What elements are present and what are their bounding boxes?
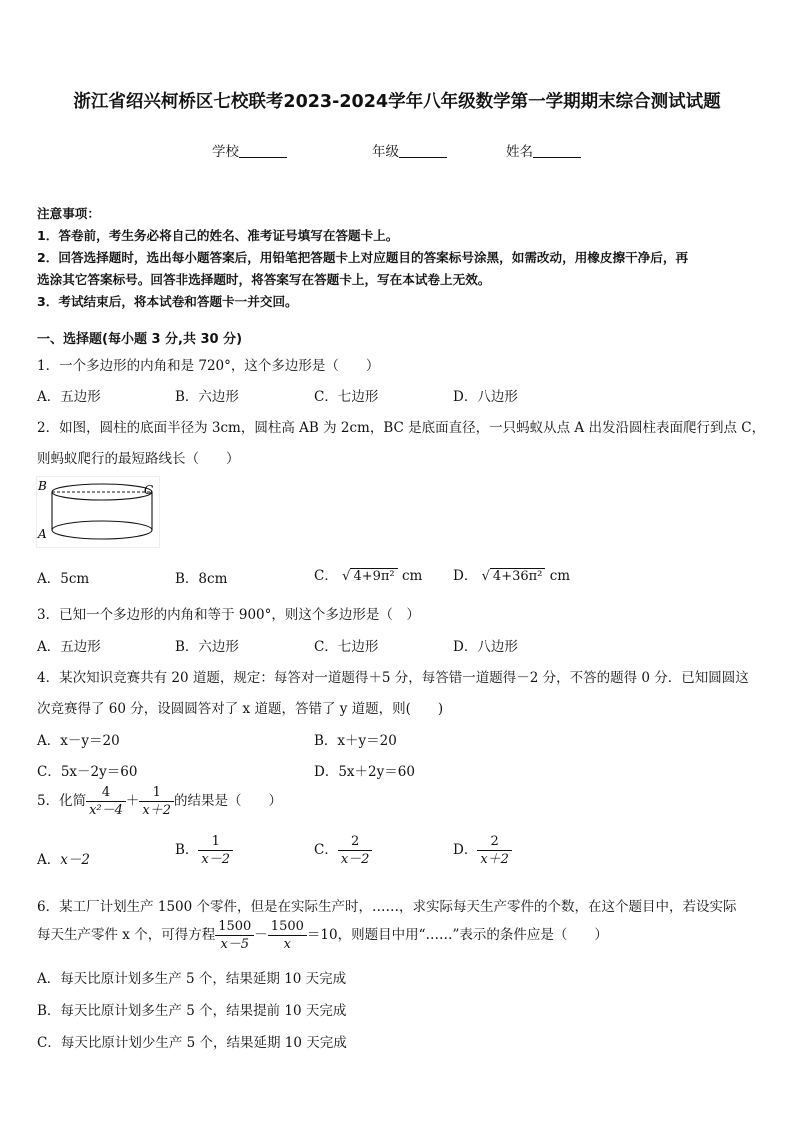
q2-option-c-label: C． — [314, 568, 338, 584]
radicand: 4+36π² — [490, 568, 545, 584]
q5-option-c — [314, 833, 372, 868]
fraction — [338, 833, 373, 868]
q2-option-d — [453, 564, 570, 584]
name-field — [506, 140, 581, 160]
q5-suffix: 的结果是（ ） — [174, 793, 283, 809]
q3-option-b: B．六边形 — [175, 639, 239, 655]
q2-option-c — [314, 564, 422, 584]
page-title: 浙江省绍兴柯桥区七校联考2023-2024学年八年级数学第一学期期末综合测试试题 — [73, 92, 721, 112]
plus-sign: ＋ — [125, 793, 140, 809]
question-2-stem-line2: 则蚂蚁爬行的最短路线长（ ） — [37, 451, 240, 467]
unit-label: cm — [549, 568, 571, 584]
point-a-label: A — [38, 527, 47, 541]
denominator: x＋2 — [480, 852, 509, 867]
question-1-stem: 1．一个多边形的内角和是 720°，这个多边形是（ ） — [37, 358, 380, 374]
q5-prefix: 5．化简 — [37, 793, 87, 809]
question-4-stem-line1: 4．某次知识竞赛共有 20 道题，规定：每答对一道题得＋5 分，每答错一道题得－2 分，不答的题得 0 分．已知圆圆这 — [37, 670, 749, 686]
notes-heading: 注意事项： — [37, 206, 100, 221]
q6-suffix: ，则题目中用“……”表示的条件应是（ ） — [337, 927, 608, 943]
point-c-label: C — [144, 483, 154, 497]
q2-option-b: B．8cm — [175, 571, 228, 587]
q4-option-d: D．5x＋2y＝60 — [314, 764, 415, 780]
question-5-stem — [37, 784, 282, 819]
fraction — [198, 833, 233, 868]
minus-sign: － — [254, 927, 268, 943]
q4-option-b: B．x＋y＝20 — [314, 733, 397, 749]
equals-part: ＝10 — [306, 927, 338, 943]
q1-option-c: C．七边形 — [314, 389, 379, 405]
school-label: 学校 — [212, 144, 239, 160]
q5-option-a — [37, 848, 90, 868]
denominator: x＋2 — [142, 803, 172, 818]
expression: x－2 — [60, 852, 90, 868]
question-3-stem: 3．已知一个多边形的内角和等于 900°，则这个多边形是（ ） — [37, 607, 420, 623]
q3-option-a: A．五边形 — [37, 639, 101, 655]
numerator: 1 — [198, 833, 233, 851]
q5-option-b-label: B． — [175, 842, 199, 858]
numerator: 4 — [86, 784, 126, 802]
note-item: 选涂其它答案标号。回答非选择题时，将答案写在答题卡上，写在本试卷上无效。 — [37, 272, 491, 287]
denominator: x－2 — [340, 852, 370, 867]
fraction — [86, 784, 126, 819]
q2-option-a: A．5cm — [37, 571, 90, 587]
q6-option-a: A．每天比原计划多生产 5 个，结果延期 10 天完成 — [37, 971, 347, 987]
school-blank — [239, 143, 287, 158]
q6-prefix: 每天生产零件 x 个，可得方程 — [37, 927, 216, 943]
denominator: x — [283, 937, 292, 952]
q5-option-c-label: C． — [314, 842, 338, 858]
q5-option-b — [175, 833, 233, 868]
q3-option-c: C．七边形 — [314, 639, 379, 655]
denominator: x²－4 — [89, 803, 123, 818]
denominator: x－2 — [201, 852, 231, 867]
q6-option-b: B．每天比原计划多生产 5 个，结果提前 10 天完成 — [37, 1003, 347, 1019]
q3-option-d: D．八边形 — [453, 639, 518, 655]
sqrt-expression: √ 4+9π² — [342, 569, 398, 584]
school-field — [212, 140, 287, 160]
name-label: 姓名 — [506, 144, 533, 160]
note-item: 2．回答选择题时，选出每小题答案后，用铅笔把答题卡上对应题目的答案标号涂黑，如需改动，用橡皮擦干净后，再 — [37, 250, 689, 265]
numerator: 2 — [338, 833, 373, 851]
numerator: 1 — [139, 784, 174, 802]
numerator: 2 — [477, 833, 512, 851]
note-item: 1．答卷前，考生务必将自己的姓名、准考证号填写在答题卡上。 — [37, 228, 399, 243]
q4-option-a: A．x－y＝20 — [37, 733, 120, 749]
notes-block — [37, 203, 761, 313]
q1-option-b: B．六边形 — [175, 389, 239, 405]
q5-option-a-label: A． — [37, 852, 61, 868]
question-4-stem-line2: 次竞赛得了 60 分，设圆圆答对了 x 道题，答错了 y 道题，则( ) — [37, 701, 444, 717]
unit-label: cm — [401, 568, 423, 584]
question-6-stem-line2 — [37, 918, 608, 953]
q4-option-c: C．5x－2y＝60 — [37, 764, 138, 780]
q5-option-d-label: D． — [453, 842, 478, 858]
q2-option-d-label: D． — [453, 568, 478, 584]
q5-option-d — [453, 833, 512, 868]
numerator: 1500 — [268, 918, 307, 936]
sqrt-expression: √ 4+36π² — [482, 569, 546, 584]
radicand: 4+9π² — [350, 568, 397, 584]
note-item: 3．考试结束后，将本试卷和答题卡一并交回。 — [37, 294, 298, 309]
denominator: x－5 — [220, 937, 250, 952]
section-heading: 一、选择题(每小题 3 分,共 30 分) — [37, 332, 243, 347]
q6-option-c: C．每天比原计划少生产 5 个，结果延期 10 天完成 — [37, 1035, 347, 1051]
numerator: 1500 — [215, 918, 254, 936]
fraction — [268, 918, 307, 953]
question-6-stem-line1: 6．某工厂计划生产 1500 个零件，但是在实际生产时，……，求实际每天生产零件的个数，在这个题目中，若设实际 — [37, 899, 737, 915]
cylinder-figure — [36, 476, 160, 548]
name-blank — [533, 143, 581, 158]
fraction — [215, 918, 254, 953]
cylinder-diagram — [36, 476, 160, 548]
grade-field — [372, 140, 447, 160]
question-2-stem-line1: 2．如图，圆柱的底面半径为 3cm，圆柱高 AB 为 2cm，BC 是底面直径，一只蚂蚁从点 A 出发沿圆柱表面爬行到点 C， — [37, 420, 766, 436]
grade-label: 年级 — [372, 144, 399, 160]
grade-blank — [399, 143, 447, 158]
fraction — [139, 784, 174, 819]
q1-option-a: A．五边形 — [37, 389, 101, 405]
point-b-label: B — [38, 479, 47, 493]
q1-option-d: D．八边形 — [453, 389, 518, 405]
fraction — [477, 833, 512, 868]
